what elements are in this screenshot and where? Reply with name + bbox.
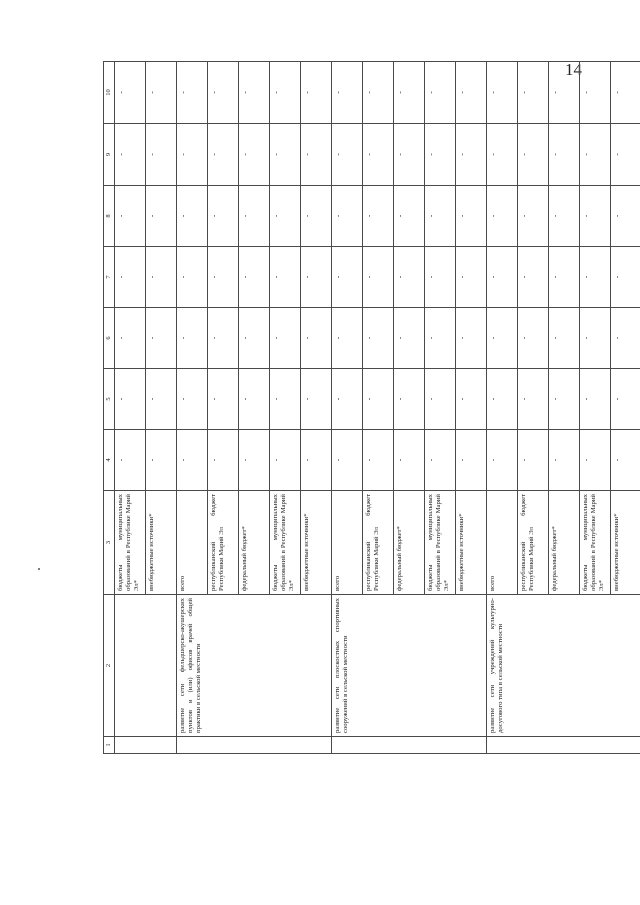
value-cell: - [239,62,270,124]
value-cell: - [425,308,456,369]
value-cell: - [270,247,301,308]
value-cell: - [239,124,270,186]
value-cell: - [177,124,208,186]
value-cell: - [332,124,363,186]
table-row [332,62,363,754]
value-cell: - [208,430,239,491]
col-number: 1 [104,737,115,754]
value-cell: - [270,124,301,186]
value-cell: - [301,430,332,491]
value-cell: - [611,430,640,491]
value-cell: - [394,430,425,491]
value-cell: - [425,62,456,124]
value-cell: - [270,369,301,430]
table-row [177,62,208,754]
value-cell: - [177,62,208,124]
value-cell: - [549,186,580,247]
value-cell: - [394,62,425,124]
value-cell: - [177,186,208,247]
funding-source-cell: республиканский бюджет Республики Марий Эл [208,491,239,595]
value-cell: - [580,430,611,491]
value-cell: - [580,62,611,124]
value-cell: - [270,62,301,124]
col-number: 7 [104,247,115,308]
value-cell: - [456,62,487,124]
value-cell: - [301,62,332,124]
row-number-cell [332,737,487,754]
value-cell: - [115,369,146,430]
value-cell: - [239,430,270,491]
value-cell: - [363,62,394,124]
funding-source-cell: республиканский бюджет Республики Марий Эл [518,491,549,595]
value-cell: - [518,308,549,369]
value-cell: - [394,186,425,247]
value-cell: - [394,369,425,430]
value-cell: - [549,369,580,430]
value-cell: - [363,247,394,308]
funding-source-cell: всего [487,491,518,595]
value-cell: - [146,308,177,369]
value-cell: - [518,369,549,430]
value-cell: - [394,124,425,186]
value-cell: - [208,308,239,369]
value-cell: - [208,247,239,308]
col-number: 4 [104,430,115,491]
funding-source-cell: федеральный бюджет* [239,491,270,595]
value-cell: - [177,247,208,308]
value-cell: - [301,124,332,186]
value-cell: - [456,247,487,308]
value-cell: - [177,430,208,491]
funding-source-cell: федеральный бюджет* [549,491,580,595]
value-cell: - [518,186,549,247]
col-number: 5 [104,369,115,430]
column-number-row [104,62,115,754]
value-cell: - [487,186,518,247]
col-number: 9 [104,124,115,186]
value-cell: - [208,62,239,124]
value-cell: - [115,124,146,186]
program-direction-cell: развитие сети учреждений культурно-досугового типа в сельской местности [487,595,640,737]
value-cell: - [146,247,177,308]
value-cell: - [239,308,270,369]
funding-source-cell: бюджеты муниципальных образований в Республике Марий Эл* [425,491,456,595]
value-cell: - [301,247,332,308]
value-cell: - [270,430,301,491]
page-number: 14 [565,60,582,79]
value-cell: - [549,430,580,491]
value-cell: - [115,186,146,247]
value-cell: - [115,430,146,491]
value-cell: - [456,308,487,369]
value-cell: - [146,430,177,491]
program-direction-cell: развитие сети плоскостных спортивных сооружений в сельской местности [332,595,487,737]
value-cell: - [456,186,487,247]
table-body [115,62,640,754]
value-cell: - [363,308,394,369]
value-cell: - [611,62,640,124]
funding-source-cell: республиканский бюджет Республики Марий Эл [363,491,394,595]
value-cell: - [146,124,177,186]
value-cell: - [611,186,640,247]
value-cell: - [549,124,580,186]
value-cell: - [270,308,301,369]
table-row [487,62,518,754]
value-cell: - [549,62,580,124]
value-cell: - [456,430,487,491]
value-cell: - [301,308,332,369]
funding-source-cell: бюджеты муниципальных образований в Республике Марий Эл* [115,491,146,595]
value-cell: - [208,186,239,247]
value-cell: - [363,186,394,247]
value-cell: - [611,124,640,186]
scan-speck [38,568,40,570]
value-cell: - [580,247,611,308]
value-cell: - [332,247,363,308]
value-cell: - [115,308,146,369]
financing-table [103,61,640,754]
value-cell: - [487,247,518,308]
value-cell: - [518,430,549,491]
value-cell: - [301,369,332,430]
value-cell: - [549,308,580,369]
value-cell: - [487,369,518,430]
program-direction-cell: развитие сети фельдшерско-акушерских пунктов и (или) офисов врачей общей практики в сельской местности [177,595,332,737]
value-cell: - [208,369,239,430]
funding-source-cell: бюджеты муниципальных образований в Республике Марий Эл* [270,491,301,595]
program-direction-cell [115,595,177,737]
value-cell: - [239,247,270,308]
value-cell: - [239,369,270,430]
funding-source-cell: федеральный бюджет* [394,491,425,595]
value-cell: - [611,369,640,430]
value-cell: - [549,247,580,308]
value-cell: - [208,124,239,186]
table-row [115,62,146,754]
value-cell: - [518,124,549,186]
value-cell: - [611,308,640,369]
value-cell: - [611,247,640,308]
value-cell: - [425,430,456,491]
value-cell: - [146,62,177,124]
value-cell: - [363,369,394,430]
value-cell: - [487,430,518,491]
value-cell: - [580,186,611,247]
col-number: 10 [104,62,115,124]
value-cell: - [115,247,146,308]
value-cell: - [177,369,208,430]
value-cell: - [425,186,456,247]
value-cell: - [115,62,146,124]
row-number-cell [115,737,177,754]
value-cell: - [580,369,611,430]
col-number: 2 [104,595,115,737]
value-cell: - [487,62,518,124]
value-cell: - [425,247,456,308]
value-cell: - [580,308,611,369]
value-cell: - [487,308,518,369]
value-cell: - [394,308,425,369]
value-cell: - [332,62,363,124]
funding-source-cell: бюджеты муниципальных образований в Республике Марий Эл* [580,491,611,595]
col-number: 3 [104,491,115,595]
funding-source-cell: внебюджетные источники* [146,491,177,595]
col-number: 6 [104,308,115,369]
value-cell: - [332,186,363,247]
funding-source-cell: внебюджетные источники* [456,491,487,595]
value-cell: - [332,430,363,491]
value-cell: - [177,308,208,369]
value-cell: - [146,369,177,430]
value-cell: - [456,124,487,186]
funding-source-cell: всего [332,491,363,595]
value-cell: - [487,124,518,186]
funding-source-cell: всего [177,491,208,595]
value-cell: - [332,369,363,430]
row-number-cell [487,737,640,754]
value-cell: - [270,186,301,247]
value-cell: - [146,186,177,247]
value-cell: - [301,186,332,247]
value-cell: - [332,308,363,369]
value-cell: - [425,124,456,186]
funding-source-cell: внебюджетные источники* [611,491,640,595]
funding-source-cell: внебюджетные источники* [301,491,332,595]
value-cell: - [456,369,487,430]
row-number-cell [177,737,332,754]
value-cell: - [425,369,456,430]
value-cell: - [363,124,394,186]
value-cell: - [518,247,549,308]
col-number: 8 [104,186,115,247]
value-cell: - [363,430,394,491]
value-cell: - [239,186,270,247]
value-cell: - [518,62,549,124]
value-cell: - [580,124,611,186]
value-cell: - [394,247,425,308]
